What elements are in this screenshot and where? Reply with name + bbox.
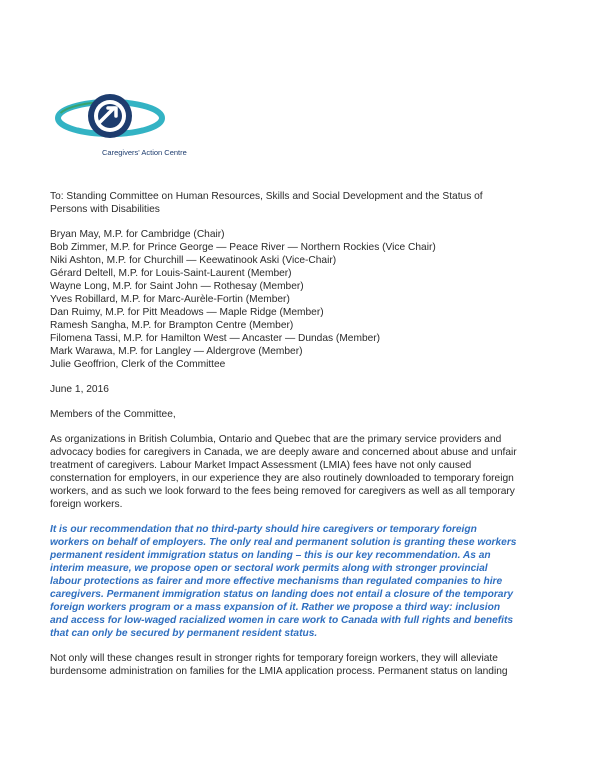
addressee-line: To: Standing Committee on Human Resources, Skills and Social Development and the Status of (50, 191, 483, 202)
paragraph-line: It is our recommendation that no third-party should hire caregivers or temporary foreign (50, 524, 477, 535)
member-item: Julie Geoffrion, Clerk of the Committee (50, 359, 226, 370)
paragraph-line: advocacy bodies for caregivers in Canada, we are deeply aware and concerned about abuse and unfair (50, 447, 517, 458)
logo-caption: Caregivers' Action Centre (102, 148, 187, 157)
member-item: Filomena Tassi, M.P. for Hamilton West — Ancaster — Dundas (Member) (50, 333, 381, 344)
paragraph-line: Not only will these changes result in stronger rights for temporary foreign workers, they will alleviate (50, 653, 498, 664)
paragraph-1 (50, 433, 555, 511)
paragraph-line: caregivers. Permanent immigration status on landing does not entail a closure of the temporary (50, 589, 514, 600)
member-list (50, 228, 555, 371)
paragraph-line: treatment of caregivers. Labour Market Impact Assessment (LMIA) fees have not only caused (50, 460, 472, 471)
member-item: Yves Robillard, M.P. for Marc-Aurèle-Fortin (Member) (50, 294, 290, 305)
paragraph-line: labour protections as fairer and more effective mechanisms than regulated companies to hire (50, 576, 503, 587)
paragraph-line: permanent resident immigration status on landing – this is our key recommendation. As an (50, 550, 491, 561)
member-item: Bryan May, M.P. for Cambridge (Chair) (50, 229, 225, 240)
member-item: Ramesh Sangha, M.P. for Brampton Centre (Member) (50, 320, 294, 331)
member-item: Niki Ashton, M.P. for Churchill — Keewatinook Aski (Vice-Chair) (50, 255, 337, 266)
letter-date: June 1, 2016 (50, 384, 109, 395)
paragraph-line: consternation for employers, in our experience they are also routinely downloaded to temporary foreign (50, 473, 514, 484)
paragraph-line: workers, and as such we look forward to the fees being removed for caregivers as well as all temporary (50, 486, 515, 497)
paragraph-line: burdensome administration on families for the LMIA application process. Permanent status on landing (50, 666, 508, 677)
paragraph-line: As organizations in British Columbia, Ontario and Quebec that are the primary service providers and (50, 434, 502, 445)
member-item: Gérard Deltell, M.P. for Louis-Saint-Laurent (Member) (50, 268, 292, 279)
paragraph-line: workers on behalf of employers. The only real and permanent solution is granting these workers (50, 537, 517, 548)
paragraph-line: foreign workers. (50, 499, 123, 510)
paragraph-line: foreign workers program or a mass expansion of it. Rather we propose a third way: inclusion (50, 602, 501, 613)
paragraph-line: and access for low-waged racialized women in care work to Canada with full rights and benefits (50, 615, 514, 626)
paragraph-line: that can only be secured by permanent resident status. (50, 628, 318, 639)
recommendation-paragraph (50, 523, 555, 640)
salutation: Members of the Committee, (50, 409, 176, 420)
paragraph-3 (50, 652, 555, 678)
member-item: Wayne Long, M.P. for Saint John — Rothesay (Member) (50, 281, 304, 292)
addressee-line: Persons with Disabilities (50, 204, 160, 215)
member-item: Dan Ruimy, M.P. for Pitt Meadows — Maple Ridge (Member) (50, 307, 324, 318)
member-item: Bob Zimmer, M.P. for Prince George — Peace River — Northern Rockies (Vice Chair) (50, 242, 436, 253)
letter-body (50, 190, 555, 678)
member-item: Mark Warawa, M.P. for Langley — Aldergrove (Member) (50, 346, 303, 357)
paragraph-line: interim measure, we propose open or sectoral work permits along with stronger provincial (50, 563, 488, 574)
